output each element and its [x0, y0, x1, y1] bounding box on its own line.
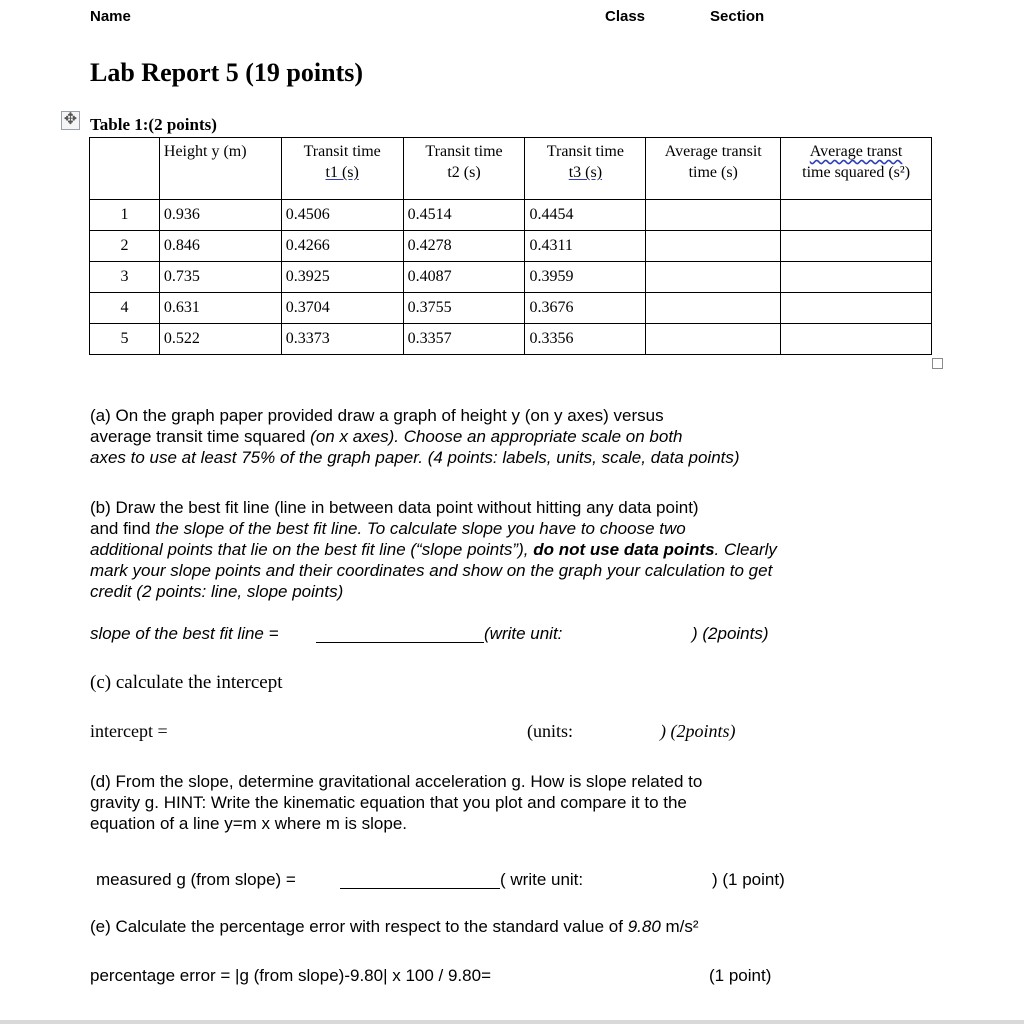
- table-cell-t1: 0.4266: [281, 231, 403, 262]
- part-a-text: average transit time squared: [90, 427, 311, 446]
- average-squared-header: [781, 138, 932, 200]
- table-cell-t1: 0.3925: [281, 262, 403, 293]
- page-title: Lab Report 5 (19 points): [90, 58, 364, 87]
- table-cell-t1: 0.3704: [281, 293, 403, 324]
- column-header-unit: t2 (s): [447, 164, 481, 181]
- slope-unit-label: (write unit:: [484, 624, 563, 643]
- table-cell-t2: 0.4514: [403, 200, 525, 231]
- table-cell-t3: 0.3676: [525, 293, 646, 324]
- intercept-points: ) (2points): [660, 721, 736, 741]
- g-unit-label: ( write unit:: [500, 870, 584, 889]
- column-header-unit: t1 (s): [325, 164, 359, 181]
- part-b-text: . Clearly: [714, 540, 777, 559]
- column-header-label: Height y (m): [163, 143, 247, 160]
- column-header-label: Transit time: [425, 143, 503, 160]
- column-header-unit: time (s): [688, 164, 738, 181]
- height-header: [159, 138, 281, 200]
- table-cell-idx: 1: [90, 200, 160, 231]
- table-cell-t2: 0.4278: [403, 231, 525, 262]
- table-cell-h: 0.522: [159, 324, 281, 355]
- part-b-line: [90, 539, 950, 560]
- table-cell-avg[interactable]: [646, 293, 781, 324]
- table-cell-avg[interactable]: [646, 200, 781, 231]
- part-a-line: (a) On the graph paper provided draw a graph of height y (on y axes) versus: [90, 406, 664, 425]
- page-bottom-edge: [0, 1020, 1024, 1024]
- table-cell-h: 0.846: [159, 231, 281, 262]
- table-cell-idx: 3: [90, 262, 160, 293]
- table-caption: Table 1:(2 points): [90, 115, 217, 134]
- move-handle-icon[interactable]: ✥: [61, 111, 80, 130]
- part-b-bold: do not use data points: [533, 540, 715, 559]
- part-b-line: (b) Draw the best fit line (line in between data point without hitting any data point): [90, 498, 699, 517]
- average-header: [646, 138, 781, 200]
- g-points: ) (1 point): [712, 870, 785, 889]
- section-label: Section: [710, 8, 765, 25]
- g-answer-blank[interactable]: [340, 888, 500, 889]
- intercept-label: intercept =: [90, 721, 168, 741]
- part-d-line: (d) From the slope, determine gravitational acceleration g. How is slope related to: [90, 772, 703, 791]
- column-header-label: Transit time: [546, 143, 624, 160]
- part-b-text: additional points that lie on the best fit line (“slope points”),: [90, 540, 534, 559]
- table-cell-avg_sq[interactable]: [781, 324, 932, 355]
- class-label: Class: [605, 8, 646, 25]
- table-row: [90, 293, 932, 324]
- t3-header: [525, 138, 646, 200]
- column-header-unit: time squared (s²): [802, 164, 911, 181]
- table-cell-avg_sq[interactable]: [781, 293, 932, 324]
- table-row: [90, 231, 932, 262]
- part-a-line: [90, 426, 930, 447]
- part-d-line: gravity g. HINT: Write the kinematic equation that you plot and compare it to the: [90, 793, 687, 812]
- table-cell-idx: 5: [90, 324, 160, 355]
- index-header: [90, 138, 160, 200]
- part-b-line: [90, 518, 950, 539]
- data-table: [89, 137, 932, 355]
- standard-g-unit: m/s²: [665, 917, 699, 936]
- percentage-error-points: (1 point): [709, 966, 772, 985]
- part-d: [90, 771, 930, 834]
- standard-g-value: 9.80: [627, 917, 661, 936]
- table-row: [90, 262, 932, 293]
- table-cell-h: 0.735: [159, 262, 281, 293]
- slope-answer-blank[interactable]: [316, 642, 484, 643]
- table-cell-avg_sq[interactable]: [781, 231, 932, 262]
- table-cell-idx: 2: [90, 231, 160, 262]
- table-resize-handle[interactable]: [932, 358, 943, 369]
- table-cell-t1: 0.4506: [281, 200, 403, 231]
- table-cell-avg_sq[interactable]: [781, 200, 932, 231]
- intercept-unit-label: (units:: [527, 721, 574, 741]
- column-header-unit: t3 (s): [568, 164, 603, 181]
- part-a: [90, 405, 930, 468]
- table-cell-t2: 0.4087: [403, 262, 525, 293]
- table-header-row: [90, 138, 932, 200]
- measured-g-label: measured g (from slope) =: [96, 870, 296, 889]
- table-cell-t3: 0.4311: [525, 231, 646, 262]
- table-cell-avg[interactable]: [646, 324, 781, 355]
- part-e: [90, 917, 699, 937]
- part-b-text: and find: [90, 519, 156, 538]
- t1-header: [281, 138, 403, 200]
- table-cell-t3: 0.3959: [525, 262, 646, 293]
- part-a-italic: (on x axes). Choose an appropriate scale on both: [310, 427, 683, 446]
- table-cell-t3: 0.3356: [525, 324, 646, 355]
- slope-points: ) (2points): [692, 624, 769, 643]
- part-b-line: credit (2 points: line, slope points): [90, 582, 344, 601]
- table-cell-t2: 0.3357: [403, 324, 525, 355]
- table-cell-avg_sq[interactable]: [781, 262, 932, 293]
- name-label: Name: [90, 8, 131, 25]
- part-d-line: equation of a line y=m x where m is slope.: [90, 814, 408, 833]
- table-cell-avg[interactable]: [646, 231, 781, 262]
- table-cell-idx: 4: [90, 293, 160, 324]
- table-cell-h: 0.631: [159, 293, 281, 324]
- table-cell-t1: 0.3373: [281, 324, 403, 355]
- percentage-error-label: percentage error = |g (from slope)-9.80| x 100 / 9.80=: [90, 966, 491, 985]
- part-b-italic: the slope of the best fit line. To calculate slope you have to choose two: [155, 519, 686, 538]
- part-b-line: mark your slope points and their coordinates and show on the graph your calculation to get: [90, 561, 773, 580]
- part-c: (c) calculate the intercept: [90, 672, 283, 693]
- part-e-text: (e) Calculate the percentage error with respect to the standard value of: [90, 917, 628, 936]
- table-row: [90, 324, 932, 355]
- part-a-line: axes to use at least 75% of the graph paper. (4 points: labels, units, scale, data points): [90, 448, 740, 467]
- table-cell-t3: 0.4454: [525, 200, 646, 231]
- column-header-label: Average transit: [664, 143, 762, 160]
- column-header-label: Transit time: [303, 143, 381, 160]
- table-row: [90, 200, 932, 231]
- table-cell-h: 0.936: [159, 200, 281, 231]
- column-header-label: Average transt: [809, 143, 903, 160]
- table-cell-avg[interactable]: [646, 262, 781, 293]
- part-b: [90, 497, 950, 602]
- t2-header: [403, 138, 525, 200]
- slope-label: slope of the best fit line =: [90, 624, 279, 643]
- table-cell-t2: 0.3755: [403, 293, 525, 324]
